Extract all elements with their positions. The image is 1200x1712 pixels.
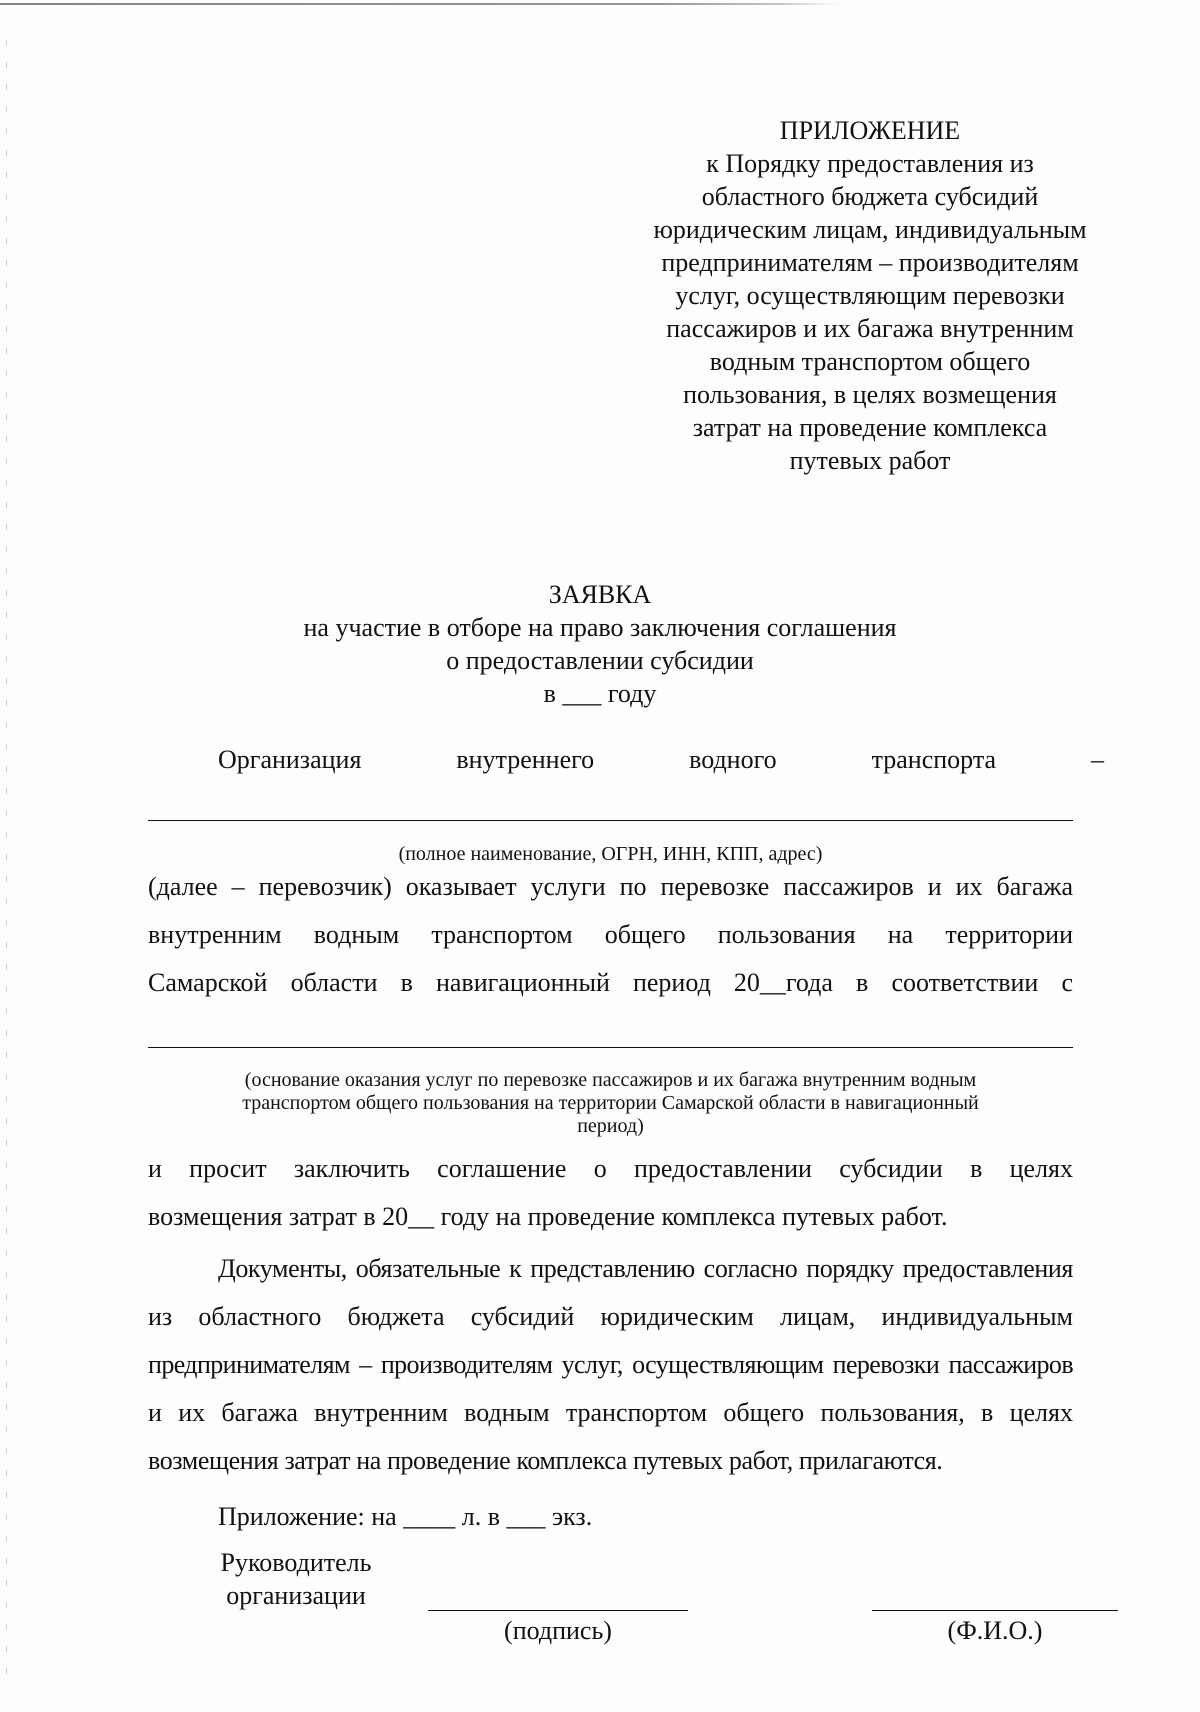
attachment-line: Приложение: на ____ л. в ___ экз. xyxy=(218,1502,593,1531)
name-line xyxy=(872,1610,1118,1611)
paragraph-line: (далее – перевозчик) оказывает услуги по перевозке пассажиров и их багажа xyxy=(148,872,1073,901)
appendix-line: пассажиров и их багажа внутренним xyxy=(666,314,1074,343)
application-year-line: в ___ году xyxy=(543,679,657,708)
basis-note xyxy=(148,1069,1073,1138)
scan-left-edge xyxy=(6,40,7,1690)
basis-note-line: (основание оказания услуг по перевозке пассажиров и их багажа внутренним водным xyxy=(244,1069,977,1091)
application-title: ЗАЯВКА xyxy=(548,580,652,609)
signature-line xyxy=(428,1610,688,1611)
paragraph-line: и просит заключить соглашение о предоставлении субсидии в целях xyxy=(148,1154,1073,1183)
appendix-line: юридическим лицам, индивидуальным xyxy=(653,215,1087,244)
appendix-header xyxy=(610,114,1130,477)
role-line: Руководитель xyxy=(220,1548,372,1577)
signature-role xyxy=(196,1546,396,1612)
basis-note-line: транспортом общего пользования на территории Самарской области в навигационный xyxy=(242,1092,979,1114)
appendix-title: ПРИЛОЖЕНИЕ xyxy=(779,116,961,145)
application-subtitle: о предоставлении субсидии xyxy=(446,646,754,675)
appendix-line: водным транспортом общего xyxy=(709,347,1031,376)
basis-fill-line xyxy=(148,1047,1073,1048)
org-note: (полное наименование, ОГРН, ИНН, КПП, адрес) xyxy=(398,843,823,865)
appendix-line: пользования, в целях возмещения xyxy=(683,380,1057,409)
name-label: (Ф.И.О.) xyxy=(947,1616,1043,1645)
org-line: Организация внутреннего водного транспорта – xyxy=(218,745,1104,774)
paragraph-line: возмещения затрат на проведение комплекса путевых работ, прилагаются. xyxy=(148,1446,943,1475)
paragraph-line: из областного бюджета субсидий юридическим лицам, индивидуальным xyxy=(148,1302,1073,1331)
paragraph-line: возмещения затрат в 20__ году на проведение комплекса путевых работ. xyxy=(148,1202,948,1231)
org-fill-line xyxy=(148,820,1073,821)
appendix-line: к Порядку предоставления из xyxy=(706,149,1034,178)
role-line: организации xyxy=(226,1581,366,1610)
appendix-line: затрат на проведение комплекса xyxy=(692,413,1048,442)
paragraph-line: Самарской области в навигационный период 20__года в соответствии с xyxy=(148,968,1073,997)
application-subtitle: на участие в отборе на право заключения соглашения xyxy=(303,613,897,642)
signature-label: (подпись) xyxy=(504,1616,612,1645)
paragraph-line: внутренним водным транспортом общего пользования на территории xyxy=(148,920,1073,949)
application-heading xyxy=(160,578,1040,710)
appendix-line: областного бюджета субсидий xyxy=(701,182,1039,211)
appendix-line: услуг, осуществляющим перевозки xyxy=(675,281,1065,310)
paragraph-line: Документы, обязательные к представлению согласно порядку предоставления xyxy=(218,1254,1073,1283)
appendix-line: путевых работ xyxy=(789,446,951,475)
basis-note-line: период) xyxy=(577,1115,644,1137)
scan-top-edge xyxy=(0,3,1200,5)
paragraph-line: и их багажа внутренним водным транспортом общего пользования, в целях xyxy=(148,1398,1073,1427)
paragraph-line: предпринимателям – производителям услуг, осуществляющим перевозки пассажиров xyxy=(148,1350,1073,1379)
appendix-line: предпринимателям – производителям xyxy=(661,248,1079,277)
